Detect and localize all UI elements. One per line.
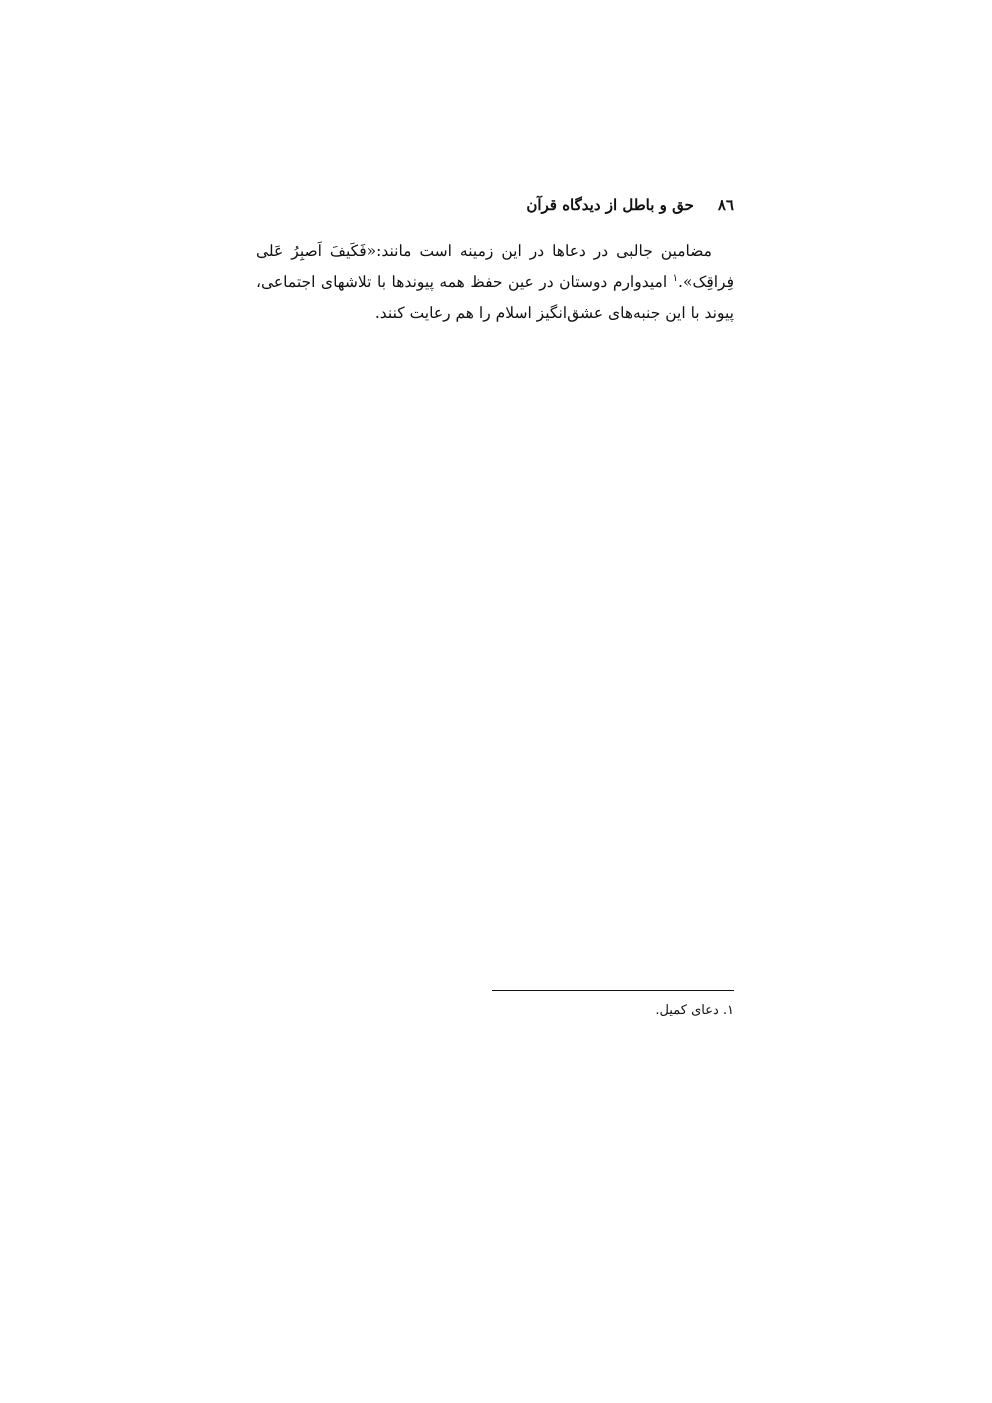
footnote-reference[interactable]: ۱ (672, 272, 679, 284)
body-text-part-2: امیدوارم دوستان در عین حفظ همه پیوندها با تلاشهای اجتماعی، پیوند با این جنبه‌های عشق‌انگیز اسلام را هم رعایت کنند. (256, 273, 734, 322)
body-paragraph (256, 236, 734, 329)
body-text-part-1: مضامین جالبی در دعاها در این زمینه است مانند:«فَکَیفَ اَصبِرُ عَلی فِراقِک». (256, 242, 734, 291)
page-number: ۸٦ (717, 196, 734, 214)
running-title: حق و باطل از دیدگاه قرآن (526, 196, 694, 214)
page-header (254, 190, 734, 220)
footnote-text: ۱. دعای کمیل. (655, 1003, 734, 1018)
footnote-divider (492, 990, 734, 991)
